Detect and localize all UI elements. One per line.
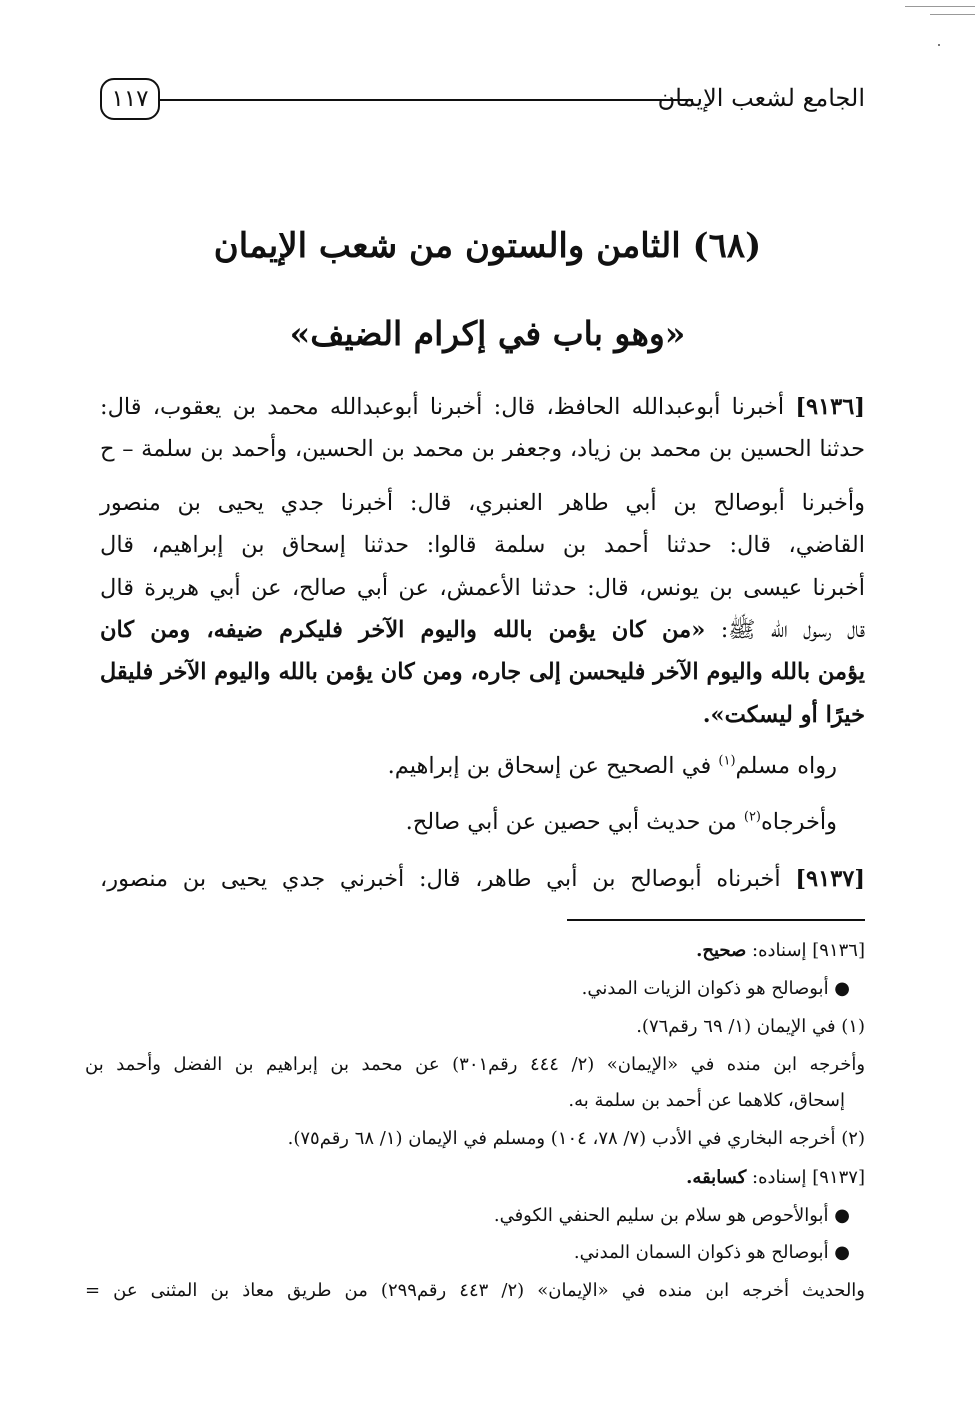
hadith-number-9136: [٩١٣٦]	[795, 394, 865, 420]
footnote-line-10: والحديث أخرجه ابن منده في «الإيمان» (٢/ ٤٤٣ رقم٢٩٩) من طريق معاذ بن المثنى عن =	[85, 1280, 865, 1301]
body-line-10-b: من حديث أبي حصين عن أبي صالح.	[405, 809, 744, 835]
footnote-ref-2[interactable]: (٢)	[743, 809, 761, 825]
footnote-line-2: ● أبوصالح هو ذكوان الزيات المدني.	[581, 978, 850, 999]
footnote-line-1	[696, 940, 865, 961]
body-line-10	[406, 809, 837, 835]
body-line-10-a: وأخرجاه	[761, 809, 837, 835]
footnote-line-8: ● أبوالأحوص هو سلام بن سليم الحنفي الكوفي.	[493, 1205, 850, 1226]
body-line-1-text: أخبرنا أبوعبدالله الحافظ، قال: أخبرنا أبوعبدالله محمد بن يعقوب، قال:	[100, 394, 796, 420]
footnote-line-3: (١) في الإيمان (١/ ٦٩ رقم٧٦).	[636, 1016, 865, 1037]
body-line-3: وأخبرنا أبوصالح بن أبي طاهر العنبري، قال: أخبرنا جدي يحيى بن منصور	[100, 490, 865, 516]
footnote-1-grade: صحيح.	[696, 940, 747, 961]
body-line-9-b: في الصحيح عن إسحاق بن إبراهيم.	[387, 753, 719, 779]
footnote-line-4: وأخرجه ابن منده في «الإيمان» (٢/ ٤٤٤ رقم٣٠١) عن محمد بن إبراهيم بن الفضل وأحمد بن	[85, 1054, 866, 1075]
body-line-11-text: أخبرناه أبوصالح بن أبي طاهر، قال: أخبرني جدي يحيى بن منصور،	[100, 866, 796, 892]
body-line-11	[100, 866, 865, 892]
running-header-title: الجامع لشعب الإيمان	[657, 84, 865, 112]
chapter-subtitle: «وهو باب في إكرام الضيف»	[289, 314, 686, 353]
body-line-4: القاضي، قال: حدثنا أحمد بن سلمة قالوا: حدثنا إسحاق بن إبراهيم، قال	[100, 532, 865, 558]
hadith-text-start: «من كان يؤمن بالله واليوم الآخر فليكرم ضيفه، ومن كان	[100, 617, 706, 643]
footnote-7-label: [٩١٣٧] إسناده:	[746, 1167, 865, 1188]
body-line-8: خيرًا أو ليسكت».	[702, 702, 865, 728]
footnote-7-grade: كسابقه.	[686, 1167, 747, 1188]
body-line-5: أخبرنا عيسى بن يونس، قال: حدثنا الأعمش، عن أبي صالح، عن أبي هريرة قال	[100, 575, 865, 601]
footnote-separator	[567, 919, 865, 921]
body-line-1	[100, 394, 865, 420]
crop-mark-top-2	[930, 14, 975, 15]
body-line-9-a: رواه مسلم	[735, 753, 837, 779]
page-number: ١١٧	[111, 86, 149, 112]
header-rule	[160, 99, 693, 101]
footnote-1-label: [٩١٣٦] إسناده:	[746, 940, 865, 961]
body-line-2: حدثنا الحسين بن محمد بن زياد، وجعفر بن محمد بن الحسين، وأحمد بن سلمة – ح	[100, 436, 865, 462]
body-line-6	[100, 617, 865, 649]
footnote-line-6: (٢) أخرجه البخاري في الأدب (٧/ ٧٨، ١٠٤) ومسلم في الإيمان (١/ ٦٨ رقم٧٥).	[287, 1128, 865, 1149]
scan-speck	[938, 44, 940, 46]
hadith-number-9137: [٩١٣٧]	[795, 866, 865, 892]
page-number-box	[100, 78, 160, 120]
crop-mark-top	[905, 6, 975, 7]
body-line-6-plain: قال رسول الله ﷺ:	[705, 617, 866, 643]
footnote-line-5: إسحاق، كلاهما عن أحمد بن سلمة به.	[568, 1090, 845, 1111]
body-line-9	[388, 753, 837, 779]
body-line-7: يؤمن بالله واليوم الآخر فليحسن إلى جاره، ومن كان يؤمن بالله واليوم الآخر فليقل	[99, 659, 865, 685]
chapter-title: (٦٨) الثامن والستون من شعب الإيمان	[213, 226, 762, 266]
footnote-line-7	[686, 1167, 865, 1188]
footnote-ref-1[interactable]: (١)	[718, 753, 736, 769]
footnote-line-9: ● أبوصالح هو ذكوان السمان المدني.	[573, 1242, 850, 1263]
